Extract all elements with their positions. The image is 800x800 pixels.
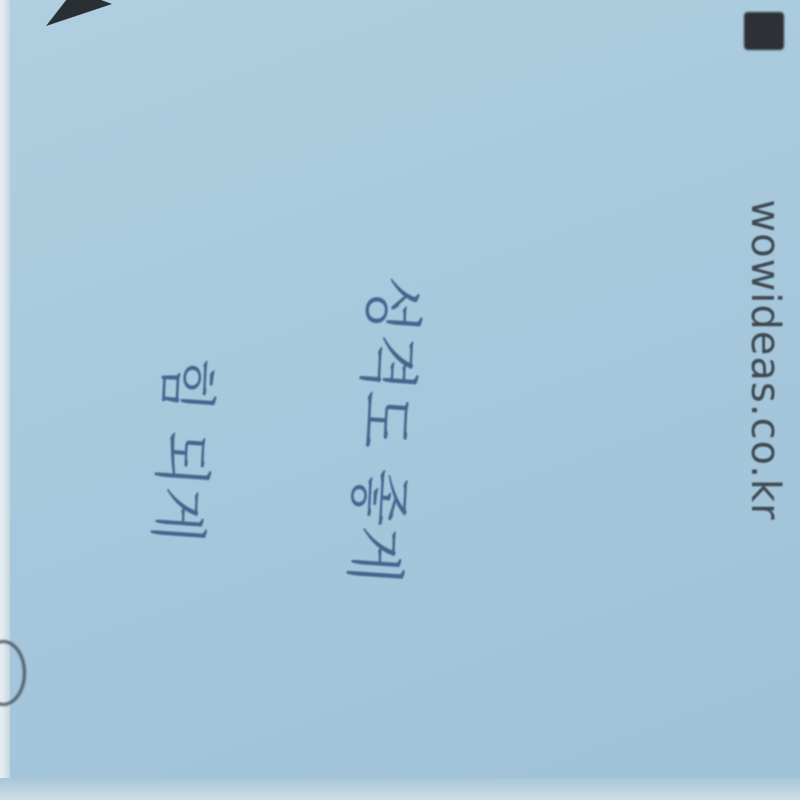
- handwriting-line-2: 성격도 좋게: [337, 273, 429, 587]
- sticky-note-card: [10, 0, 800, 780]
- corner-square-mark: [744, 12, 784, 50]
- handwriting-line-1: 힘 되게: [142, 354, 224, 546]
- brand-url-text: wowideas.co.kr: [742, 199, 788, 521]
- bottom-edge: [0, 778, 800, 800]
- corner-triangle-mark: [44, 0, 114, 28]
